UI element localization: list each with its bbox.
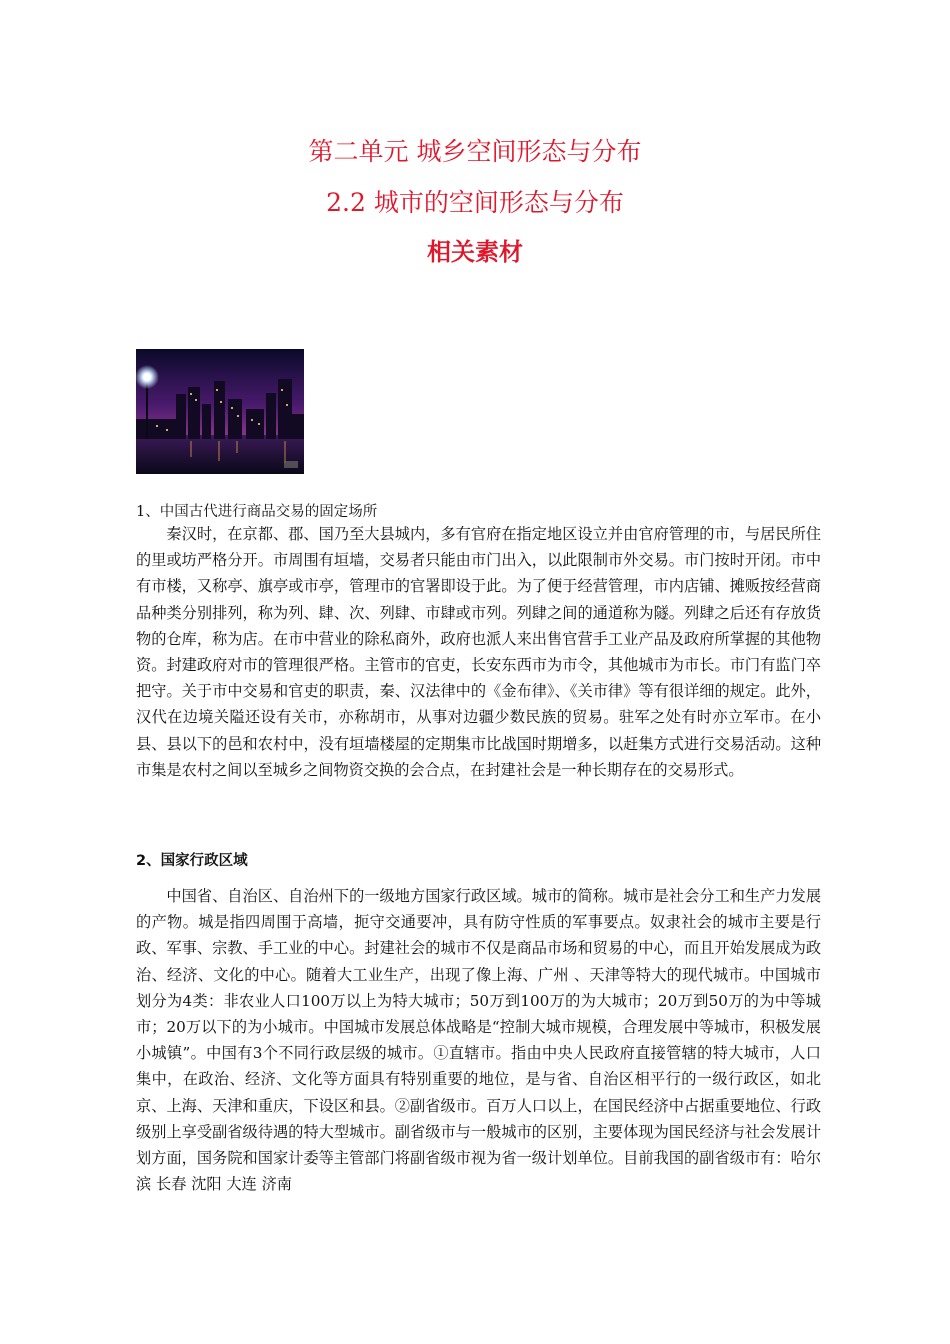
unit-title: 第二单元 城乡空间形态与分布 (308, 137, 642, 166)
section-heading-2: 2、国家行政区域 (136, 853, 248, 869)
section-title: 2.2 城市的空间形态与分布 (326, 188, 624, 217)
section-heading-1: 1、中国古代进行商品交易的固定场所 (136, 504, 378, 520)
section-body-2: 中国省、自治区、自治州下的一级地方国家行政区域。城市的简称。城市是社会分工和生产力发展的产物。城是指四周围于高墙，扼守交通要冲，具有防守性质的军事要点。奴隶社会的城市主要是行政、军事、宗教、手工业的中心。封建社会的城市不仅是商品市场和贸易的中心，而且开始发展成为政治、经济、文化的中心。随着大工业生产，出现了像上海、广州 、天津等特大的现代城市。中国城市划分为4类：非农业人口100万以上为特大城市；50万到100万的为大城市；20万到50万的为中等城市；20万以下的为小城市。中国城市发展总体战略是“控制大城市规模，合理发展中等城市，积极发展小城镇”。中国有3个不同行政层级的城市。①直辖市。指由中央人民政府直接管辖的特大城市，人口集中，在政治、经济、文化等方面具有特别重要的地位，是与省、自治区相平行的一级行政区，如北京、上海、天津和重庆，下设区和县。②副省级市。百万人口以上，在国民经济中占据重要地位、行政级别上享受副省级待遇的特大型城市。副省级市与一般城市的区别，主要体现为国民经济与社会发展计划方面，国务院和国家计委等主管部门将副省级市视为省一级计划单位。目前我国的副省级市有：哈尔滨 长春 沈阳 大连 济南 (136, 887, 821, 1194)
city-skyline-night-photo (136, 349, 304, 474)
section-body-1: 秦汉时，在京都、郡、国乃至大县城内，多有官府在指定地区设立并由官府管理的市，与居民所住的里或坊严格分开。市周围有垣墙，交易者只能由市门出入，以此限制市外交易。市门按时开闭。市中有市楼，又称亭、旗亭或市亭，管理市的官署即设于此。为了便于经营管理，市内店铺、摊贩按经营商品种类分别排列，称为列、肆、次、列肆、市肆或市列。列肆之间的通道称为隧。列肆之后还有存放货物的仓库，称为店。在市中营业的除私商外，政府也派人来出售官营手工业产品及政府所掌握的其他物资。封建政府对市的管理很严格。主管市的官吏，长安东西市为市令，其他城市为市长。市门有监门卒把守。关于市中交易和官吏的职责，秦、汉法律中的《金布律》、《关市律》等有很详细的规定。此外，汉代在边境关隘还设有关市，亦称胡市，从事对边疆少数民族的贸易。驻军之处有时亦立军市。在小县、县以下的邑和农村中，没有垣墙楼屋的定期集市比战国时期增多，以赶集方式进行交易活动。这种市集是农村之间以至城乡之间物资交换的会合点，在封建社会是一种长期存在的交易形式。 (136, 525, 821, 779)
subtitle: 相关素材 (427, 238, 523, 266)
